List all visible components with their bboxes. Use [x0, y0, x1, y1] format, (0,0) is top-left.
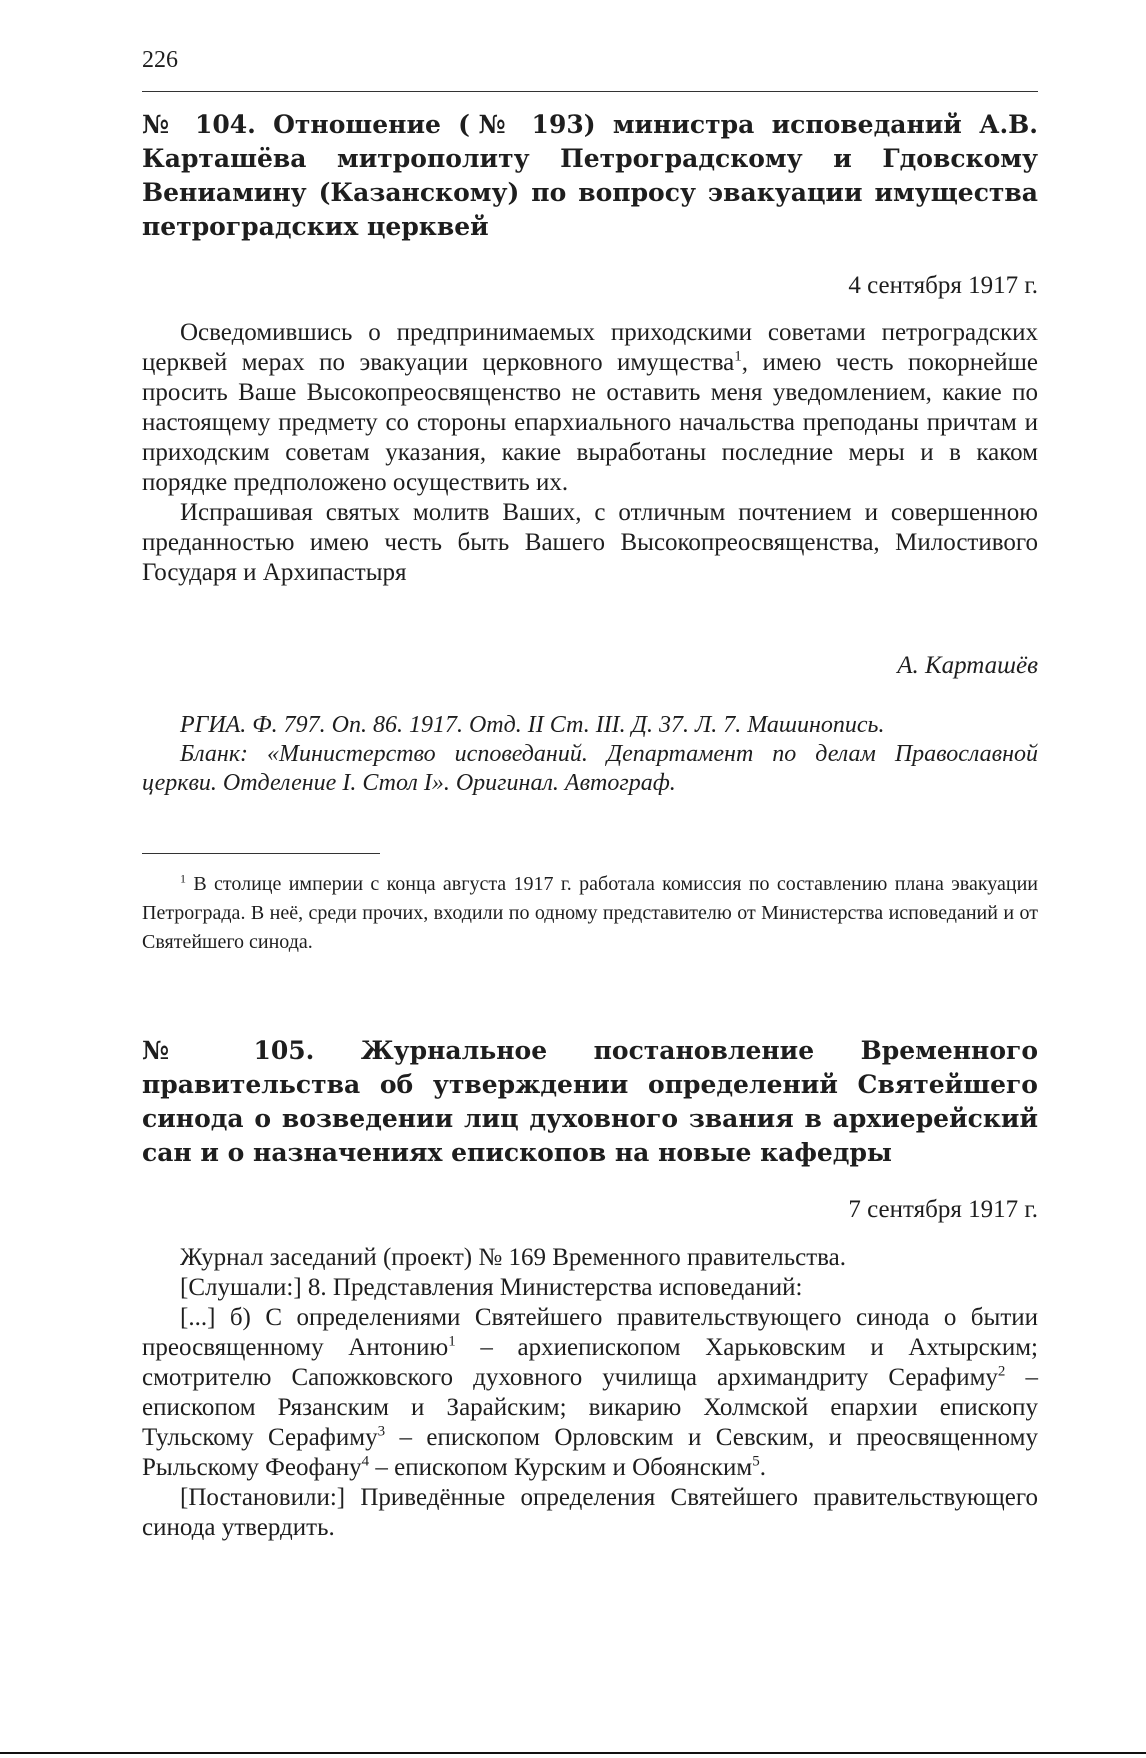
doc105-body — [142, 1243, 1038, 1543]
header-rule — [142, 91, 1038, 92]
footnote-rule — [142, 853, 380, 854]
doc105-date: 7 сентября 1917 г. — [848, 1196, 1038, 1223]
source-blank: Бланк: «Министерство исповеданий. Департамент по делам Православной церкви. Отделение I. Стол I». Оригинал. Автограф. — [142, 741, 1038, 796]
page-number: 226 — [142, 47, 178, 73]
doc105-journal-line: Журнал заседаний (проект) № 169 Временного правительства. — [180, 1244, 846, 1271]
bottom-edge-rule — [0, 1752, 1146, 1754]
doc104-title: № 104. Отношение (№ 193) министра исповеданий А.В. Карташёва митрополиту Петроградскому и Гдовскому Вениамину (Казанскому) по вопросу эвакуации имущества петроградских церквей — [142, 110, 1038, 241]
footnote-ref: 1 — [734, 348, 742, 365]
footnote-mark: 1 — [180, 871, 186, 886]
source-archive: РГИА. Ф. 797. Оп. 86. 1917. Отд. II Ст. III. Д. 37. Л. 7. Машинопись. — [180, 712, 885, 738]
doc104-date: 4 сентября 1917 г. — [848, 272, 1038, 299]
doc105-heard-line: [Слушали:] 8. Представления Министерства исповеданий: — [180, 1274, 803, 1301]
footnote — [142, 870, 1038, 957]
doc105-title: № 105. Журнальное постановление Временного правительства об утверждении определений Святейшего синода о возведении лиц духовного звания в архиерейский сан и о назначениях епископов на новые кафедры — [142, 1036, 1038, 1167]
doc104-source — [142, 711, 1038, 798]
doc104-signature: А. Карташёв — [897, 652, 1038, 679]
doc105-resolution: [Постановили:] Приведённые определения Святейшего правительствующего синода утвердить. — [142, 1484, 1038, 1541]
doc104-paragraph-1: Осведомившись о предпринимаемых приходскими советами петроградских церквей мерах по эвакуации церковного имущества$^1$, имею честь покорнейше просить Ваше Высокопреосвященство не оставить меня уведомлением, какие по настоящему предмету со стороны епархиального начальства преподаны причтам и приходским советам указания, какие выработаны последние меры и в каком порядке предположено осуществить их. — [142, 319, 1038, 496]
doc104-body — [142, 318, 1038, 588]
footnote-text: В столице империи с конца августа 1917 г. работала комиссия по составлению плана эвакуации Петрограда. В неё, среди прочих, входили по одному представителю от Министерства исповеданий и от Святейшего синода. — [142, 873, 1038, 953]
doc105-determinations: [...] б) С определениями Святейшего правительствующего синода о бытии преосвященному Антонию$^1$ – архиепископом Харьковским и Ахтырским; смотрителю Сапожковского духовного училища архимандриту Серафиму$^2$ – епископом Рязанским и Зарайским; викарию Холмской епархии епископу Тульскому Серафиму$^3$ – епископом Орловским и Севским, и преосвященному Рыльскому Феофану$^4$ – епископом Курским и Обоянским$^5$. — [142, 1304, 1038, 1481]
doc104-paragraph-2: Испрашивая святых молитв Ваших, с отличным почтением и совершенною преданностью имею честь быть Вашего Высокопреосвященства, Милостивого Государя и Архипастыря — [142, 499, 1038, 586]
